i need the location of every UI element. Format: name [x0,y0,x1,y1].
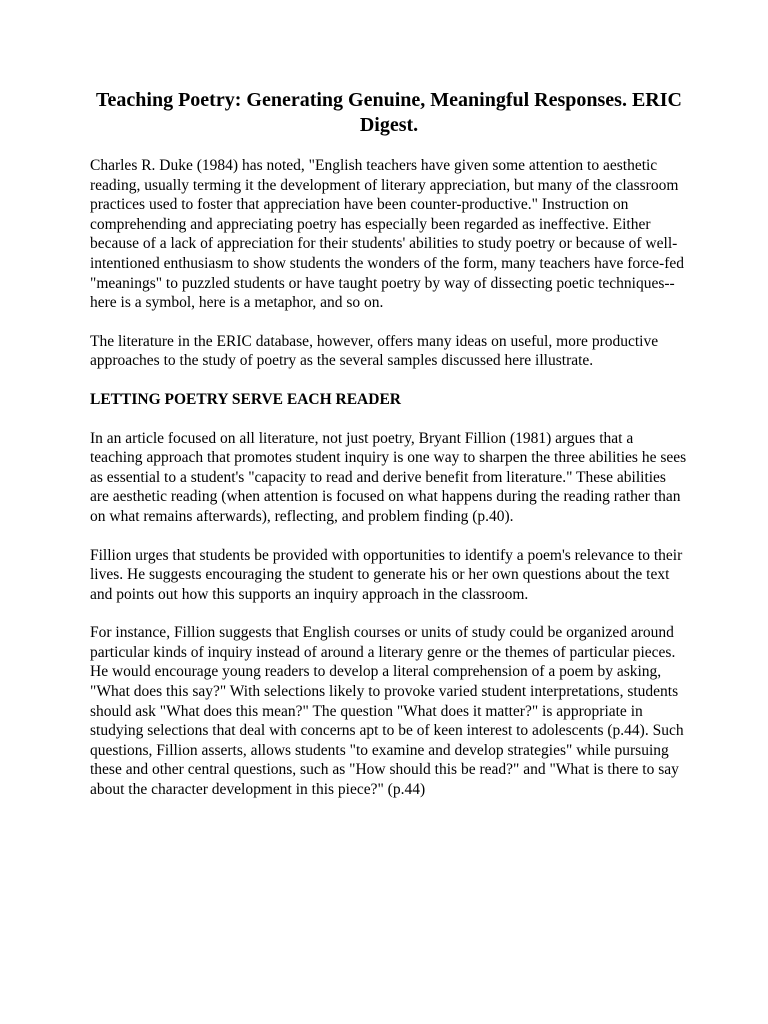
section-paragraph-2: Fillion urges that students be provided with opportunities to identify a poem's relevance to their lives. He suggests encouraging the student to generate his or her own questions about the text and points out how this supports an inquiry approach in the classroom. [90,546,683,603]
section-heading: LETTING POETRY SERVE EACH READER [90,390,401,408]
section-paragraph-1: In an article focused on all literature, not just poetry, Bryant Fillion (1981) argues that a teaching approach that promotes student inquiry is one way to sharpen the three abilities he sees as essential to a student's "capacity to read and derive benefit from literature." These abilities are aesthetic reading (when attention is focused on what happens during the reading rather than on what remains afterwards), reflecting, and problem finding (p.40). [90,429,687,525]
section-paragraph-3: For instance, Fillion suggests that English courses or units of study could be organized around particular kinds of inquiry instead of around a literary genre or the themes of particular pieces. He would encourage young readers to develop a literal comprehension of a poem by asking, "What does this say?" With selections likely to provoke varied student interpretations, students should ask "What does this mean?" The question "What does it matter?" is appropriate in studying selections that deal with concerns apt to be of keen interest to adolescents (p.44). Such questions, Fillion asserts, allows students "to examine and develop strategies" while pursuing these and other central questions, such as "How should this be read?" and "What is there to say about the character development in this piece?" (p.44) [90,624,684,799]
intro-paragraph-2: The literature in the ERIC database, however, offers many ideas on useful, more productive approaches to the study of poetry as the several samples discussed here illustrate. [90,332,659,370]
document-page [90,88,688,819]
intro-paragraph-1: Charles R. Duke (1984) has noted, "English teachers have given some attention to aesthetic reading, usually terming it the development of literary appreciation, but many of the classroom practices used to foster that appreciation have been counter-productive." Instruction on comprehending and appreciating poetry has especially been regarded as ineffective. Either because of a lack of appreciation for their students' abilities to study poetry or because of well-intentioned enthusiasm to show students the wonders of the form, many teachers have force-fed "meanings" to puzzled students or have taught poetry by way of dissecting poetic techniques--here is a symbol, here is a metaphor, and so on. [90,157,684,312]
document-title: Teaching Poetry: Generating Genuine, Meaningful Responses. ERIC Digest. [96,89,682,136]
